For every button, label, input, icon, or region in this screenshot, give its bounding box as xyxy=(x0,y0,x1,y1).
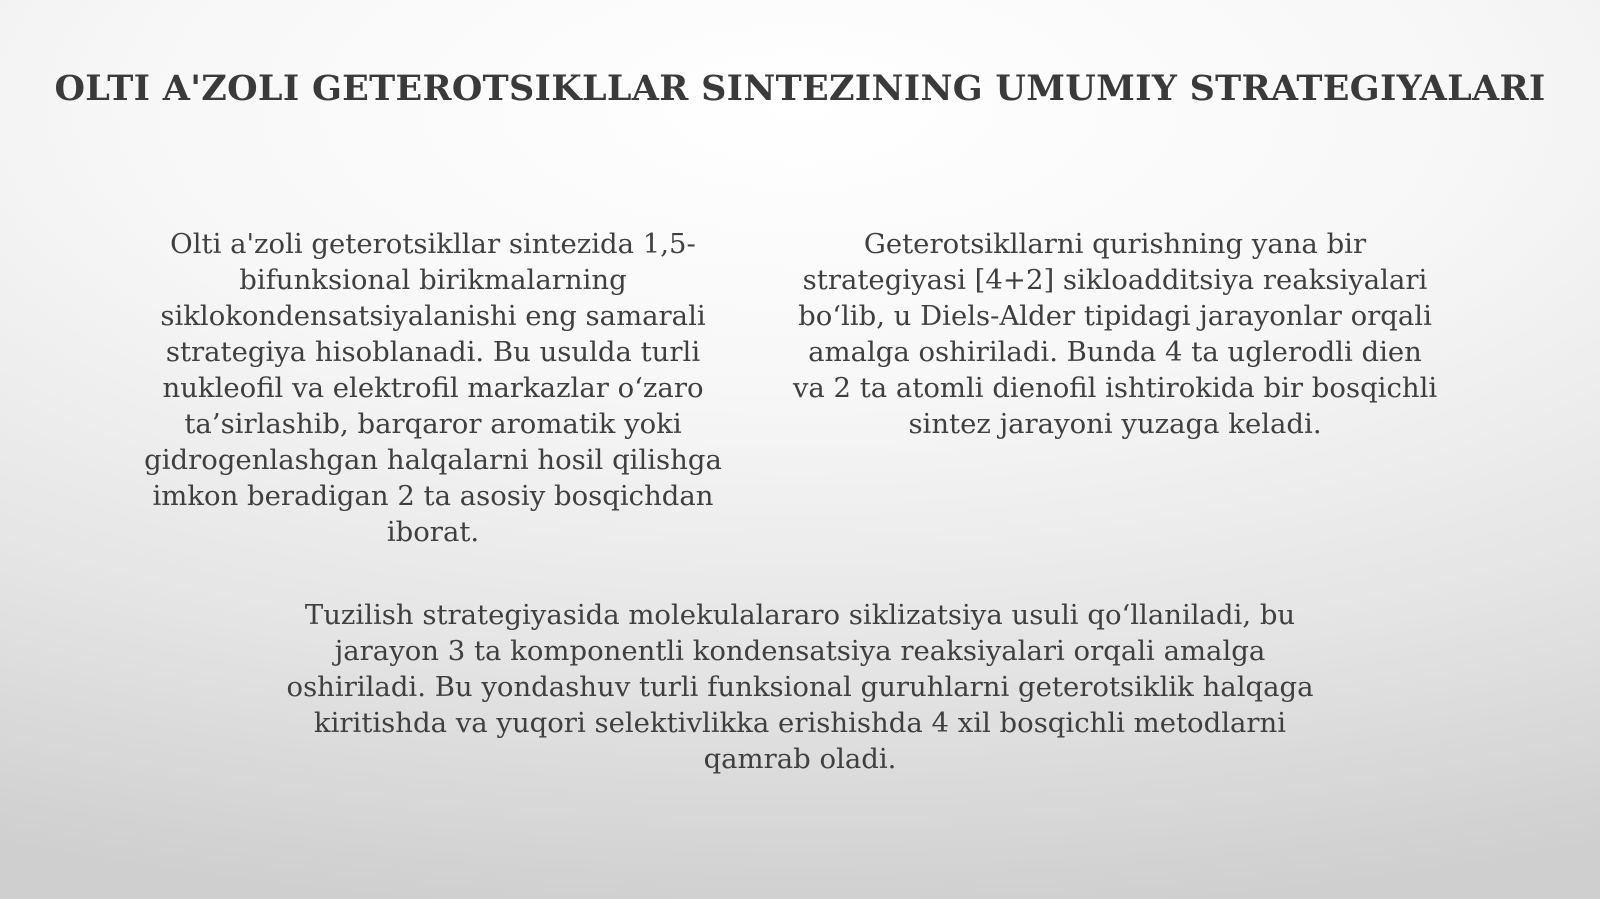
bottom-paragraph: Tuzilish strategiyasida molekulalararo siklizatsiya usuli qo‘llaniladi, bu jarayon 3 ta komponentli kondensatsiya reaksiyalari orqali amalga oshiriladi. Bu yondashuv turli funksional guruhlarni geterotsiklik halqaga kiritishda va yuqori selektivlikka erishishda 4 xil bosqichli metodlarni qamrab oladi. xyxy=(286,599,1314,775)
left-paragraph: Olti a'zoli geterotsikllar sintezida 1,5-bifunksional birikmalarning siklokondensatsiyalanishi eng samarali strategiya hisoblanadi. Bu usulda turli nukleofil va elektrofil markazlar o‘zaro ta’sirlashib, barqaror aromatik yoki gidrogenlashgan halqalarni hosil qilishga imkon beradigan 2 ta asosiy bosqichdan iborat. xyxy=(144,228,722,548)
slide-title: OLTI A'ZOLI GETEROTSIKLLAR SINTEZINING UMUMIY STRATEGIYALARI xyxy=(54,68,1546,109)
right-paragraph: Geterotsikllarni qurishning yana bir strategiyasi [4+2] sikloadditsiya reaksiyalari bo‘lib, u Diels-Alder tipidagi jarayonlar orqali amalga oshiriladi. Bunda 4 ta uglerodli dien va 2 ta atomli dienofil ishtirokida bir bosqichli sintez jarayoni yuzaga keladi. xyxy=(792,228,1438,440)
